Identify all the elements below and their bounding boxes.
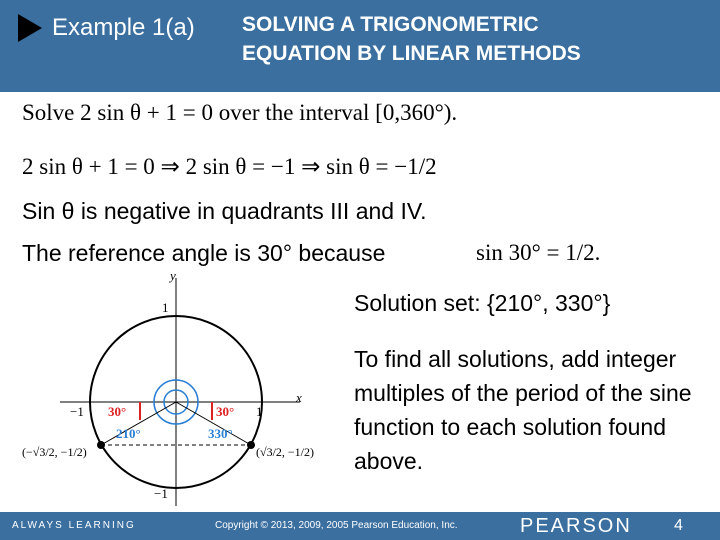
derivation-line: 2 sin θ + 1 = 0 ⇒ 2 sin θ = −1 ⇒ sin θ = −1/2 — [22, 154, 437, 179]
tick-label-neg1-x: −1 — [70, 404, 84, 419]
reference-equation: sin 30° = 1/2. — [476, 240, 601, 265]
point-210 — [97, 441, 105, 449]
problem-statement: Solve 2 sin θ + 1 = 0 over the interval [0,360°). — [22, 100, 458, 125]
reference-angle-statement: The reference angle is 30° because — [22, 240, 386, 266]
point-label-right: (√3/2, −1/2) — [256, 445, 315, 459]
angle-label-30-right: 30° — [216, 404, 235, 419]
pearson-logo: PEARSON — [520, 515, 632, 537]
solution-set: Solution set: {210°, 330°} — [354, 290, 611, 316]
unit-circle-diagram — [0, 270, 340, 510]
angle-label-30-left: 30° — [108, 404, 127, 419]
slide-header — [0, 0, 720, 92]
tick-label-1-x: 1 — [256, 404, 263, 419]
tick-label-1-y: 1 — [162, 300, 169, 315]
footer-tagline: ALWAYS LEARNING — [12, 520, 136, 531]
page-number: 4 — [674, 517, 683, 534]
example-label: Example 1(a) — [52, 14, 195, 41]
quadrant-statement: Sin θ is negative in quadrants III and IV. — [22, 198, 427, 224]
all-solutions-note: To find all solutions, add integer multiples of the period of the sine function to each solution found above. — [354, 346, 692, 474]
axis-label-x: x — [296, 390, 302, 405]
slide-footer — [0, 512, 720, 540]
title-line-1: SOLVING A TRIGONOMETRIC — [242, 13, 539, 36]
footer-copyright: Copyright © 2013, 2009, 2005 Pearson Education, Inc. — [215, 520, 458, 531]
tick-label-neg1-y: −1 — [154, 486, 168, 501]
point-330 — [247, 441, 255, 449]
axis-label-y: y — [170, 270, 176, 283]
angle-label-330: 330° — [208, 426, 233, 441]
title-line-2: EQUATION BY LINEAR METHODS — [242, 42, 581, 65]
point-label-left: (−√3/2, −1/2) — [22, 445, 87, 459]
angle-label-210: 210° — [116, 426, 141, 441]
play-arrow-icon — [18, 14, 42, 42]
slide-title — [242, 10, 581, 68]
